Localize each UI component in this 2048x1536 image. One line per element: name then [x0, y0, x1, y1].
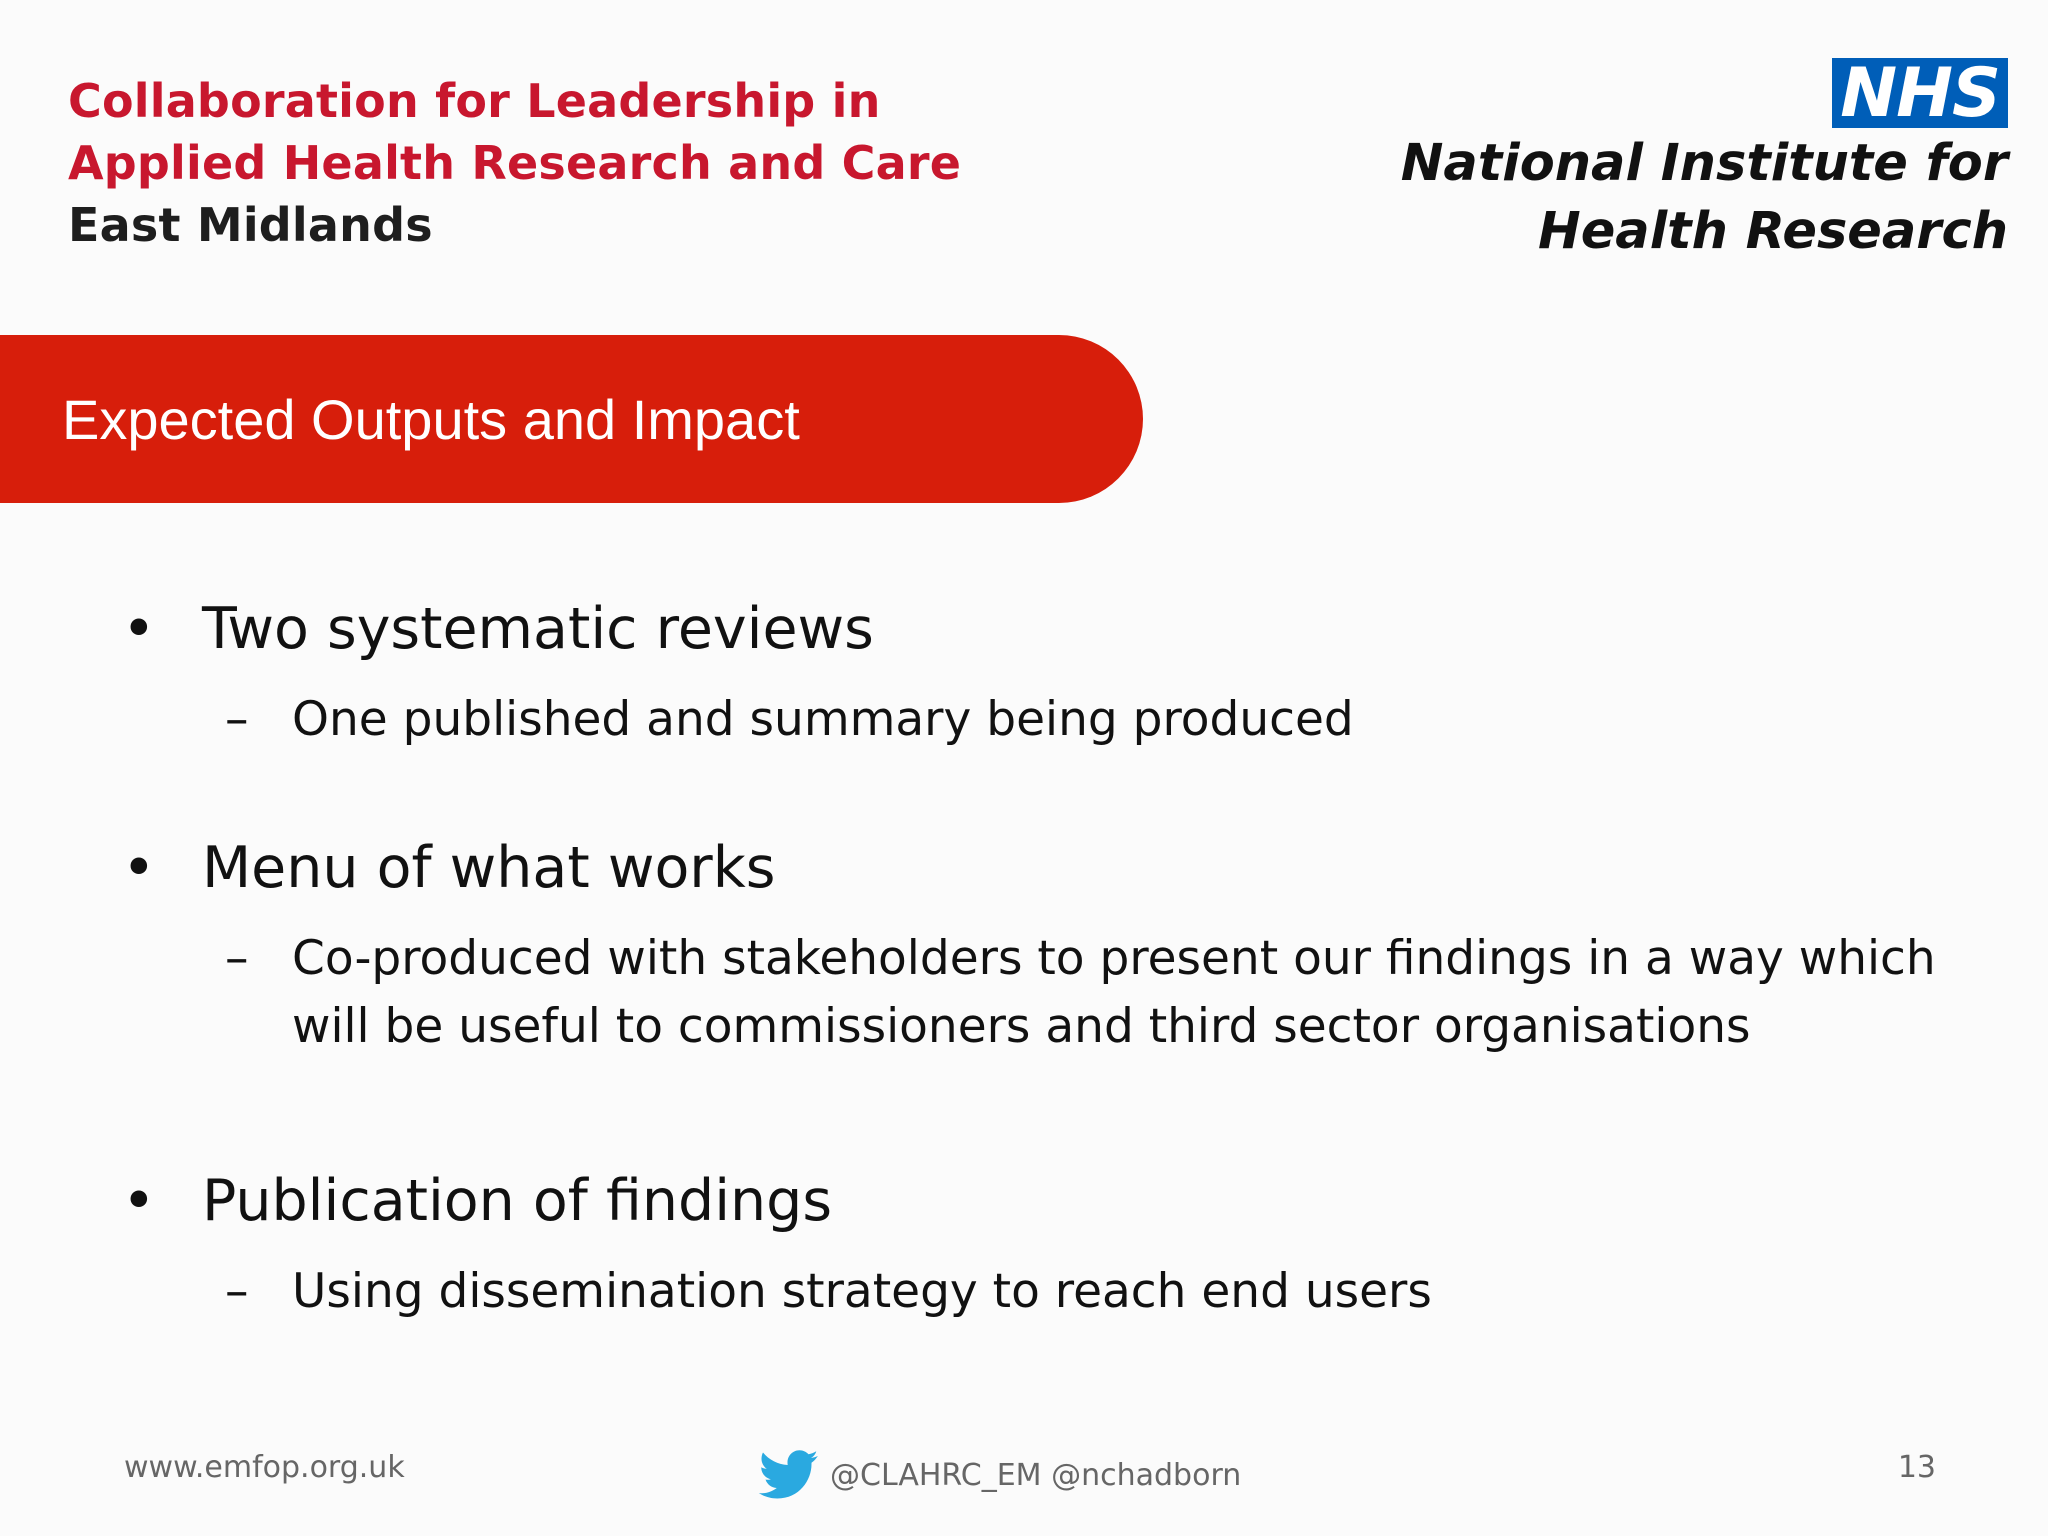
sub-bullet-marker: –: [225, 1264, 249, 1319]
nihr-logo-line-1: National Institute for: [1400, 134, 2008, 193]
clahrc-logo-line-2: Applied Health Research and Care: [68, 136, 962, 190]
footer-twitter[interactable]: [758, 1450, 1241, 1500]
twitter-bird-icon: [758, 1450, 820, 1500]
page-number: 13: [1897, 1450, 1936, 1485]
twitter-handles: @CLAHRC_EM @nchadborn: [830, 1457, 1242, 1493]
title-banner: [0, 335, 1143, 503]
sub-bullet-text: Using dissemination strategy to reach end users: [292, 1264, 1432, 1319]
clahrc-logo-line-3: East Midlands: [68, 198, 433, 252]
sub-bullet-text: Co-produced with stakeholders to present our findings in a way which will be useful to commissioners and third sector organisations: [292, 931, 1936, 1054]
bullet-text: Two systematic reviews: [202, 596, 874, 662]
slide-title: Expected Outputs and Impact: [62, 387, 800, 451]
nihr-logo-line-2: Health Research: [1538, 202, 2008, 261]
bullet-marker: •: [122, 835, 156, 901]
bullet-text: Publication of findings: [202, 1168, 833, 1234]
bullet-marker: •: [122, 1168, 156, 1234]
sub-bullet-text: One published and summary being produced: [292, 692, 1354, 747]
sub-bullet-marker: –: [225, 692, 249, 747]
bullet-text: Menu of what works: [202, 835, 776, 901]
nihr-logo: [1400, 54, 2008, 266]
nhs-logo-badge: NHS: [1832, 58, 2008, 128]
clahrc-logo: [68, 70, 961, 256]
sub-bullet-marker: –: [225, 931, 249, 986]
clahrc-logo-line-1: Collaboration for Leadership in: [68, 74, 881, 128]
bullet-marker: •: [122, 596, 156, 662]
footer-website[interactable]: www.emfop.org.uk: [124, 1450, 405, 1485]
